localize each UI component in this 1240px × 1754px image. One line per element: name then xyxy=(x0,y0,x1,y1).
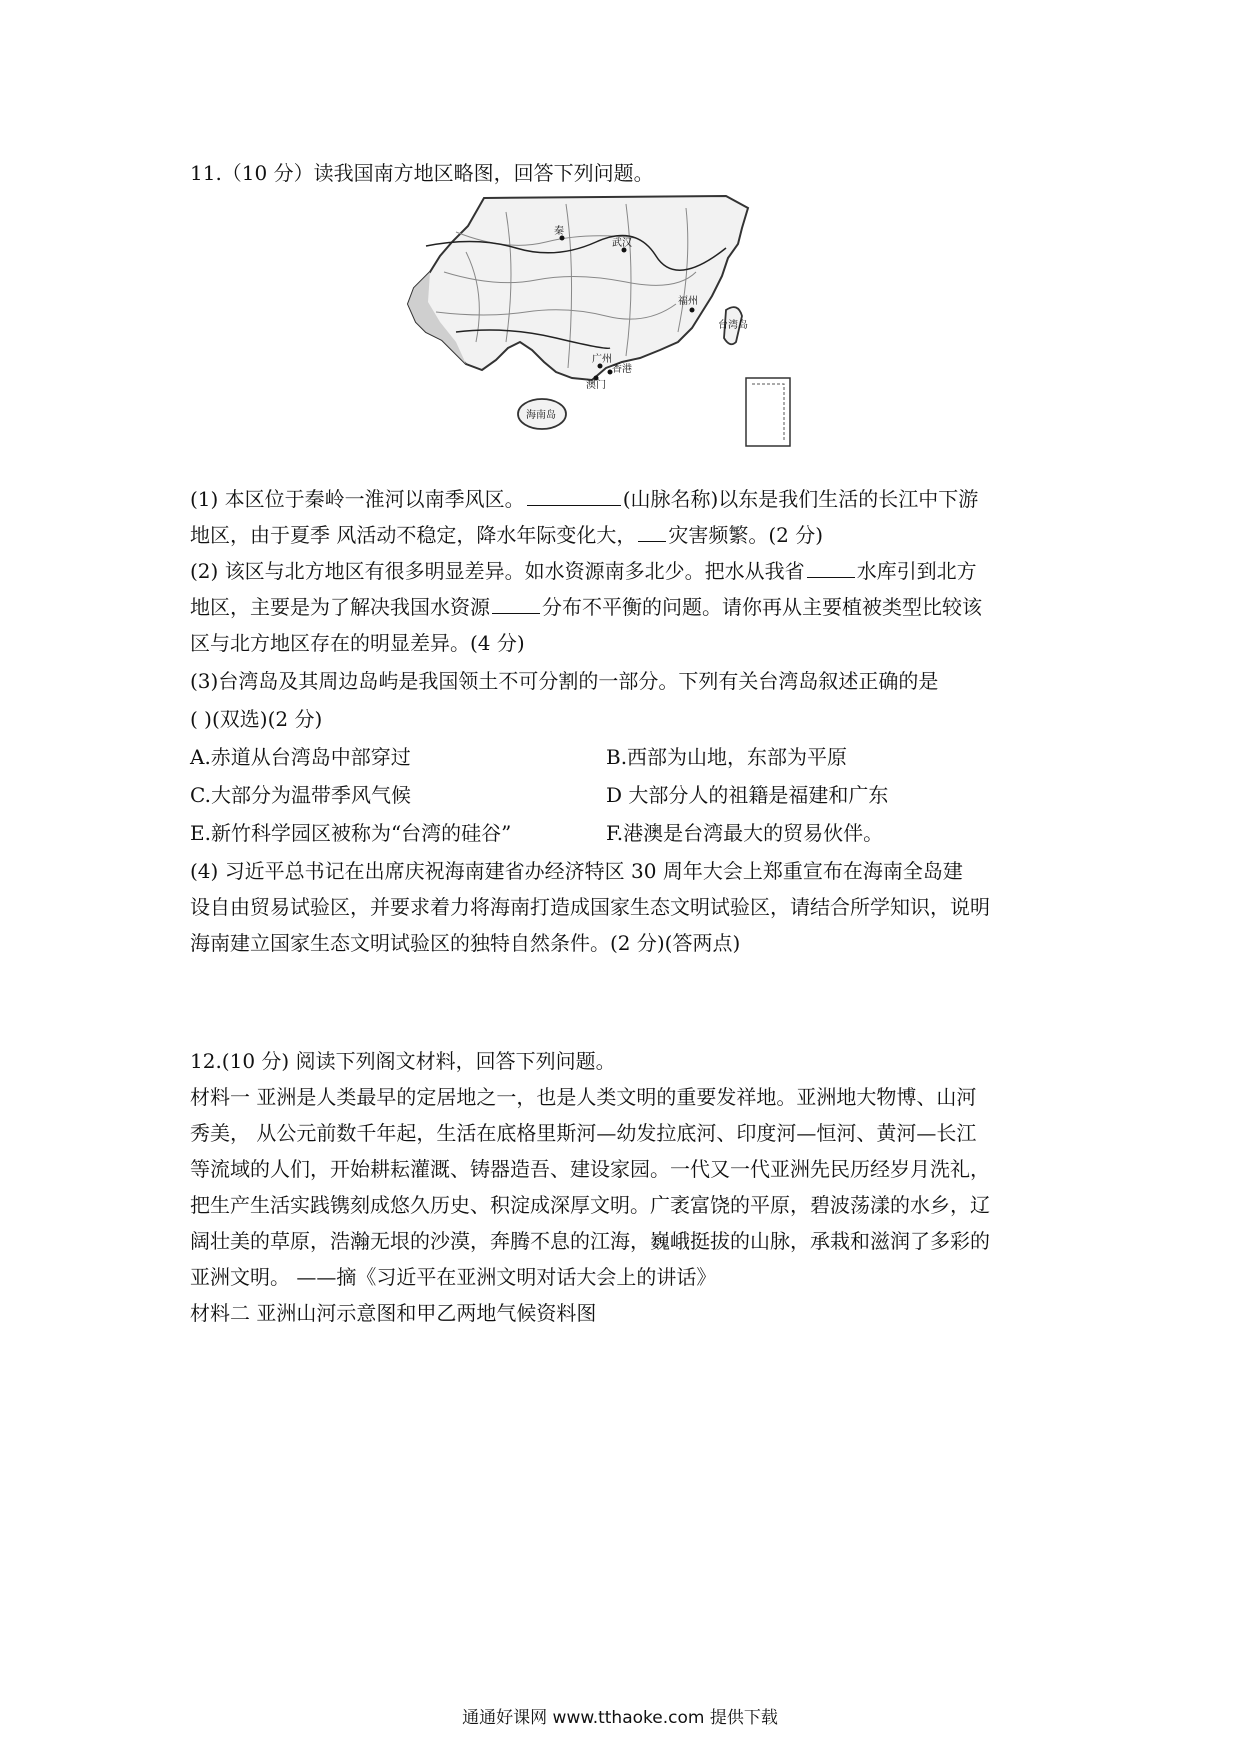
page-footer: 通通好课网 www.tthaoke.com 提供下载 xyxy=(462,1708,778,1728)
q11-option-e[interactable]: E.新竹科学园区被称为“台湾的硅谷” xyxy=(190,821,512,845)
q11-title: 11.（10 分）读我国南方地区略图，回答下列问题。 xyxy=(190,161,654,185)
map-label-fuzhou: 福州 xyxy=(678,296,698,307)
q12-material1-line3: 等流域的人们，开始耕耘灌溉、铸器造吾、建设家园。一代又一代亚洲先民历经岁月洗礼， xyxy=(190,1157,990,1181)
answer-blank[interactable] xyxy=(638,523,666,542)
q11-p2-text-c: 地区，主要是为了解决我国水资源 xyxy=(190,595,490,619)
map-label-hongkong: 香港 xyxy=(612,364,632,375)
q11-option-d[interactable]: D 大部分人的祖籍是福建和广东 xyxy=(606,783,889,807)
answer-blank[interactable] xyxy=(492,595,540,614)
q11-part2-line1 xyxy=(190,558,977,584)
map-label-macao: 澳门 xyxy=(586,380,606,391)
q11-part1-line2 xyxy=(190,522,823,548)
q12-material1-line2: 秀美， 从公元前数千年起，生活在底格里斯河—幼发拉底河、印度河—恒河、黄河—长江 xyxy=(190,1121,977,1145)
q12-title: 12.(10 分) 阅读下列阁文材料，回答下列问题。 xyxy=(190,1049,616,1073)
q11-option-a[interactable]: A.赤道从台湾岛中部穿过 xyxy=(190,745,411,769)
answer-blank[interactable] xyxy=(807,559,855,578)
q11-p1-text-c: 地区，由于夏季 风活动不稳定，降水年际变化大， xyxy=(190,523,637,547)
q11-part4-line2: 设自由贸易试验区，并要求着力将海南打造成国家生态文明试验区，请结合所学知识，说明 xyxy=(190,895,990,919)
q11-option-b[interactable]: B.西部为山地，东部为平原 xyxy=(606,745,848,769)
q11-part4-line1: (4) 习近平总书记在出席庆祝海南建省办经济特区 30 周年大会上郑重宣布在海南全岛建 xyxy=(190,859,963,883)
q11-p1-text-a: (1) 本区位于秦岭一淮河以南季风区。 xyxy=(190,487,525,511)
map-label-guangzhou: 广州 xyxy=(592,354,612,365)
q11-part1-line1 xyxy=(190,486,978,512)
q11-p2-text-d: 分布不平衡的问题。请你再从主要植被类型比较该 xyxy=(542,595,982,619)
map-label-taiwan: 台湾岛 xyxy=(718,320,748,331)
southern-china-map xyxy=(396,192,844,472)
q11-option-f[interactable]: F.港澳是台湾最大的贸易伙伴。 xyxy=(606,821,884,845)
map-label-hainan: 海南岛 xyxy=(526,410,556,421)
q12-material1-line5: 阔壮美的草原，浩瀚无垠的沙漠，奔腾不息的江海，巍峨挺拔的山脉，承栽和滋润了多彩的 xyxy=(190,1229,990,1253)
q11-p1-text-d: 灾害频繁。(2 分) xyxy=(668,523,824,547)
q11-p2-text-a: (2) 该区与北方地区有很多明显差异。如水资源南多北少。把水从我省 xyxy=(190,559,805,583)
q12-material1-line1: 材料一 亚洲是人类最早的定居地之一，也是人类文明的重要发祥地。亚洲地大物博、山河 xyxy=(190,1085,977,1109)
q11-p1-text-b: (山脉名称)以东是我们生活的长江中下游 xyxy=(622,487,979,511)
q11-option-c[interactable]: C.大部分为温带季风气候 xyxy=(190,783,411,807)
q12-material1-line4: 把生产生活实践镌刻成悠久历史、积淀成深厚文明。广袤富饶的平原，碧波荡漾的水乡，辽 xyxy=(190,1193,990,1217)
map-label-qin: 秦 xyxy=(554,226,564,237)
q12-material1-line6: 亚洲文明。 ——摘《习近平在亚洲文明对话大会上的讲话》 xyxy=(190,1265,717,1289)
map-label-wuhan: 武汉 xyxy=(612,238,632,249)
q11-part4-line3: 海南建立国家生态文明试验区的独特自然条件。(2 分)(答两点) xyxy=(190,931,741,955)
q11-part2-line3: 区与北方地区存在的明显差异。(4 分) xyxy=(190,631,525,655)
answer-blank[interactable] xyxy=(527,487,621,506)
q12-material2: 材料二 亚洲山河示意图和甲乙两地气候资料图 xyxy=(190,1301,597,1325)
q11-part3-line2: ( )(双选)(2 分) xyxy=(190,707,323,731)
q11-p2-text-b: 水库引到北方 xyxy=(856,559,977,583)
q11-part3-line1: (3)台湾岛及其周边岛屿是我国领土不可分割的一部分。下列有关台湾岛叙述正确的是 xyxy=(190,669,939,693)
south-sea-inset xyxy=(746,378,790,446)
q11-part2-line2 xyxy=(190,594,982,620)
